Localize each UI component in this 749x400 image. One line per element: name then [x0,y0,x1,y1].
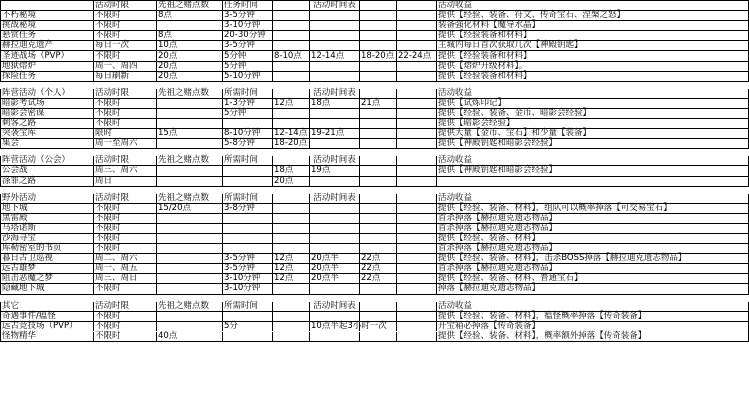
table-cell: 40点 [157,331,223,341]
table-cell [397,31,437,41]
table-cell: 12点 [273,98,310,108]
table-cell: 12点 [273,264,310,274]
table-cell [397,71,437,81]
table-cell [360,31,397,41]
section-title: 野外活动 [1,193,94,203]
table-row [1,203,749,213]
table-cell: 22点 [360,254,397,264]
table-cell: 不限时 [94,223,157,233]
table-cell [310,331,360,341]
table-cell: 不限时 [94,31,157,41]
activity-name-cell: 远古雄梦 [1,264,94,274]
table-cell: 不限时 [94,98,157,108]
table-cell: 提供【经验装备和材料】 [437,31,749,41]
column-header: 所需时间 [223,193,273,203]
column-header [360,193,397,203]
table-cell [397,41,437,51]
table-cell: 20-30分钟 [223,31,273,41]
table-cell [397,203,437,213]
section-title: 其它 [1,301,94,311]
column-header: 活动时限 [94,193,157,203]
section-title: 阵营活动（公会） [1,156,94,166]
table-cell: 12-14点 [273,129,310,139]
activity-name-cell: 不朽秘境 [1,11,94,21]
table-cell [397,98,437,108]
table-cell: 不限时 [94,119,157,129]
table-cell [360,41,397,51]
table-cell: 8点 [157,11,223,21]
table-cell: 每日一次 [94,41,157,51]
table-cell [397,11,437,21]
table-row [1,139,749,149]
table-cell: 15/20点 [157,203,223,213]
table-cell: 5-10分钟 [223,71,273,81]
column-header [397,156,437,166]
table-cell [360,21,397,31]
table-row [1,61,749,71]
table-cell [397,108,437,118]
table-cell: 首杀掉落【赫拉迪克遗志物品】 [437,244,749,254]
column-header [360,156,397,166]
table-cell [360,284,397,294]
table-cell [310,61,360,71]
table-row [1,331,749,341]
activity-name-cell: 涤罪之路 [1,176,94,186]
column-header [273,1,310,11]
column-header: 先祖之赌点数 [157,193,223,203]
table-cell: 20点半 [310,274,360,284]
column-header: 先祖之赌点数 [157,156,223,166]
table-cell [310,203,360,213]
column-header: 活动时限 [94,1,157,11]
activity-name-cell: 赫拉迪克遗产 [1,41,94,51]
table-cell: 3-8分钟 [223,203,273,213]
column-header: 活动时限 [94,156,157,166]
table-cell [310,71,360,81]
table-cell [157,108,223,118]
table-cell [310,108,360,118]
table-cell [273,213,310,223]
activity-name-cell: 公会战 [1,166,94,176]
table-cell [157,254,223,264]
table-cell [397,139,437,149]
table-cell: 21点 [360,98,397,108]
table-row [1,166,749,176]
column-header: 活动收益 [437,193,749,203]
table-cell [157,98,223,108]
column-header: 所需时间 [223,301,273,311]
table-cell: 15点 [157,129,223,139]
table-cell: 不限时 [94,203,157,213]
table-cell [273,41,310,51]
column-header [397,301,437,311]
section-header-row [1,301,749,311]
table-cell: 不限时 [94,284,157,294]
column-header: 先祖之赌点数 [157,88,223,98]
table-cell: 周三、周日 [94,274,157,284]
table-cell [360,61,397,71]
table-cell [360,129,397,139]
activity-name-cell: 突袭宝库 [1,129,94,139]
activity-name-cell: 地下城 [1,203,94,213]
table-cell [397,233,437,243]
table-cell [157,321,223,331]
table-cell: 不限时 [94,108,157,118]
table-cell [437,176,749,186]
table-cell: 提供【神殿钥匙和暗影会经验】 [437,166,749,176]
table-cell [310,41,360,51]
table-cell: 10点 [157,41,223,51]
column-header: 活动收益 [437,88,749,98]
column-header [360,301,397,311]
table-cell: 装备强化材料【魔导水晶】 [437,21,749,31]
table-cell [360,203,397,213]
column-header: 先祖之赌点数 [157,301,223,311]
table-cell [397,284,437,294]
table-cell [310,176,360,186]
table-cell [360,108,397,118]
table-row [1,41,749,51]
column-header [273,88,310,98]
table-cell [360,119,397,129]
table-cell: 20点 [157,51,223,61]
table-cell: 不限时 [94,21,157,31]
column-header: 活动时限 [94,301,157,311]
table-cell [360,331,397,341]
table-cell: 提供【暗影会经验】 [437,119,749,129]
table-cell [157,213,223,223]
table-cell: 提供【经验、装备、材料】，组队可以概率掉落【可交易宝石】 [437,203,749,213]
table-cell [397,129,437,139]
table-cell [397,213,437,223]
column-header: 活动时间表 [310,156,360,166]
table-cell: 5分钟 [223,61,273,71]
section-spacer [1,294,749,301]
table-cell: 不限时 [94,321,157,331]
table-cell [310,223,360,233]
table-cell: 首杀掉落【赫拉迪克遗志物品】 [437,223,749,233]
table-cell [397,321,437,331]
table-cell: 5-8分钟 [223,139,273,149]
table-cell [360,223,397,233]
column-header: 所需时间 [223,88,273,98]
column-header [397,1,437,11]
table-cell: 19点 [310,166,360,176]
table-cell: 提供【经验、装备、符文、传奇宝石、涅槃之怒】 [437,11,749,21]
table-row [1,284,749,294]
table-row [1,223,749,233]
table-cell: 首杀掉落【赫拉迪克遗志物品】 [437,264,749,274]
activity-name-cell: 挑战秘境 [1,21,94,31]
table-cell [310,21,360,31]
table-cell [397,331,437,341]
table-cell [397,223,437,233]
table-cell [273,71,310,81]
table-cell: 20点半 [310,254,360,264]
table-cell [360,166,397,176]
table-cell: 3-10分钟 [223,284,273,294]
table-cell: 提供【试炼印记】 [437,98,749,108]
table-cell [310,139,360,149]
table-cell [310,233,360,243]
column-header: 所需时间 [223,156,273,166]
table-cell [157,139,223,149]
table-cell: 掉落【赫拉迪克遗志物品】 [437,284,749,294]
activity-name-cell: 黑雷殿 [1,213,94,223]
table-row [1,119,749,129]
activity-name-cell: 马塔诺斯 [1,223,94,233]
table-cell: 12点 [273,274,310,284]
table-cell [397,21,437,31]
activity-name-cell: 沙海寻宝 [1,233,94,243]
table-cell [273,321,310,331]
table-cell [360,311,397,321]
table-cell: 周日 [94,176,157,186]
table-cell [310,284,360,294]
column-header: 先祖之赌点数 [157,1,223,11]
table-cell: 3-5分钟 [223,41,273,51]
column-header: 活动收益 [437,301,749,311]
table-cell: 不限时 [94,244,157,254]
activity-name-cell: 阻击恶魔之梦 [1,274,94,284]
table-cell: 8-10分钟 [223,129,273,139]
table-cell: 提供【经验、装备、材料】，击杀BOSS掉落【赫拉迪克遗志物品】 [437,254,749,264]
table-cell [360,71,397,81]
column-header [273,193,310,203]
table-cell [397,274,437,284]
table-cell: 周一、周五 [94,264,157,274]
table-cell [223,311,273,321]
activity-name-cell: 怪物精华 [1,331,94,341]
table-cell: 22点 [360,274,397,284]
table-cell: 提供【经验、装备、材料】，瘟怪概率掉落【传奇装备】 [437,311,749,321]
table-cell: 限时 [94,129,157,139]
table-cell [273,203,310,213]
table-cell: 8点 [157,31,223,41]
table-cell: 20点 [157,71,223,81]
table-row [1,51,749,61]
table-cell [273,21,310,31]
column-header [397,193,437,203]
table-cell [157,311,223,321]
table-cell [273,223,310,233]
table-cell: 1-3分钟 [223,98,273,108]
table-cell: 不限时 [94,213,157,223]
table-cell [157,166,223,176]
table-cell: 10点半起3小时一次 [311,320,387,331]
table-cell [360,11,397,21]
table-cell [157,284,223,294]
table-cell: 20点 [273,176,310,186]
table-cell [223,331,273,341]
activity-name-cell: 库勒密室的书页 [1,244,94,254]
table-cell: 提供【熔炉升级材料】。 [437,61,749,71]
table-cell [360,233,397,243]
table-row [1,71,749,81]
column-header [360,1,397,11]
table-cell [223,233,273,243]
table-cell: 不限时 [94,11,157,21]
table-cell [223,176,273,186]
column-header: 活动时间表 [310,193,360,203]
activity-name-cell: 暮日古卫巡视 [1,254,94,264]
column-header: 活动时限 [94,88,157,98]
table-cell [273,31,310,41]
table-cell: 18点 [310,98,360,108]
table-cell [397,176,437,186]
table-cell: 3-10分钟 [223,274,273,284]
table-cell: 提供【经验、装备、材料】，概率额外掉落【传奇装备】 [437,331,749,341]
table-cell [273,108,310,118]
column-header: 活动收益 [437,156,749,166]
table-cell: 3-10分钟 [223,21,273,31]
table-cell: 提供【经验装备和材料】 [437,71,749,81]
table-cell [310,31,360,41]
table-cell [157,223,223,233]
table-cell [273,284,310,294]
table-cell [397,254,437,264]
table-cell: 18-20点 [360,51,397,61]
table-cell: 提供【经验、装备、金币、暗影会经验】 [437,108,749,118]
table-cell [397,119,437,129]
section-header-row [1,193,749,203]
table-cell: 22点 [360,264,397,274]
table-cell: 5分钟 [223,108,273,118]
table-cell [273,11,310,21]
column-header: 活动收益 [437,1,749,11]
table-cell [397,61,437,71]
table-cell [223,223,273,233]
table-cell [157,233,223,243]
column-header: 活动时间表 [310,1,360,11]
table-cell [397,244,437,254]
table-cell: 20点半 [310,264,360,274]
column-header [273,301,310,311]
table-cell [360,176,397,186]
table-cell [273,233,310,243]
table-cell: 不限时 [94,311,157,321]
table-cell: 5分钟 [223,51,273,61]
activity-name-cell: 圣迹战场（PVP） [1,51,94,61]
table-cell [360,139,397,149]
table-cell [157,274,223,284]
table-cell: 提供【经验、装备、材料】 [437,233,749,243]
table-cell: 19-21点 [310,129,360,139]
table-row [1,311,749,321]
table-cell: 开宝箱必掉落【传奇装备】 [437,321,749,331]
table-cell: 提供【经验、装备、材料、普通宝石】 [437,274,749,284]
table-row [1,98,749,108]
table-row [1,176,749,186]
table-cell [360,213,397,223]
table-cell [310,213,360,223]
table-cell: 周三、周六 [94,166,157,176]
table-cell [397,264,437,274]
table-cell: 周一至周六 [94,139,157,149]
table-cell [310,11,360,21]
section-title: 阵营活动（个人） [1,88,94,98]
table-row [1,321,749,331]
table-cell: 周二、周六 [94,254,157,264]
activity-name-cell: 奇遇事件/瘟怪 [1,311,94,321]
table-cell: 不限时 [94,331,157,341]
table-cell [157,176,223,186]
table-cell [273,61,310,71]
table-cell [273,331,310,341]
table-cell: 周一、周四 [94,61,157,71]
table-cell: 3-5分钟 [223,254,273,264]
activity-name-cell: 探险任务 [1,71,94,81]
column-header: 任务时间 [223,1,273,11]
activity-name-cell: 隐藏地下城 [1,284,94,294]
spacer-cell [1,294,749,301]
table-cell: 不限时 [94,51,157,61]
table-cell: 18点 [273,166,310,176]
table-cell [223,213,273,223]
table-cell [397,166,437,176]
table-cell [310,311,360,321]
activity-name-cell: 悬赏任务 [1,31,94,41]
table-cell: 8-10点 [273,51,310,61]
table-cell: 18-20点 [273,139,310,149]
column-header: 活动时间表 [310,301,360,311]
activity-name-cell: 暗影考试场 [1,98,94,108]
table-cell [397,311,437,321]
table-cell: 不限时 [94,233,157,243]
activity-name-cell: 暗影会密谋 [1,108,94,118]
table-cell: 主城内每日首次获取几次【神殿钥匙】 [437,41,749,51]
column-header [397,88,437,98]
table-row [1,213,749,223]
table-cell [223,166,273,176]
table-cell: 3-5分钟 [223,11,273,21]
activity-name-cell: 集会 [1,139,94,149]
table-cell: 提供【神殿钥匙和暗影会经验】 [437,139,749,149]
table-cell [157,244,223,254]
column-header: 活动时间表 [310,88,360,98]
activity-name-cell: 远古竞技场（PVP） [1,321,94,331]
table-cell [157,264,223,274]
table-cell [273,311,310,321]
table-cell: 提供【经验装备和材料】 [437,51,749,61]
activity-name-cell: 地狱熔炉 [1,61,94,71]
table-cell: 提供大量【金币、宝石】和少量【装备】 [437,129,749,139]
table-cell: 3-5分钟 [223,264,273,274]
table-cell: 每日刷新 [94,71,157,81]
table-cell: 20点 [157,61,223,71]
column-header [360,88,397,98]
table-cell: 5分 [223,321,273,331]
table-cell: 22-24点 [397,51,437,61]
section-header-row [1,88,749,98]
table-cell: 12点 [273,254,310,264]
table-cell: 首杀掉落【赫拉迪克遗志物品】 [437,213,749,223]
table-cell: 12-14点 [310,51,360,61]
activity-name-cell: 刺客之路 [1,119,94,129]
